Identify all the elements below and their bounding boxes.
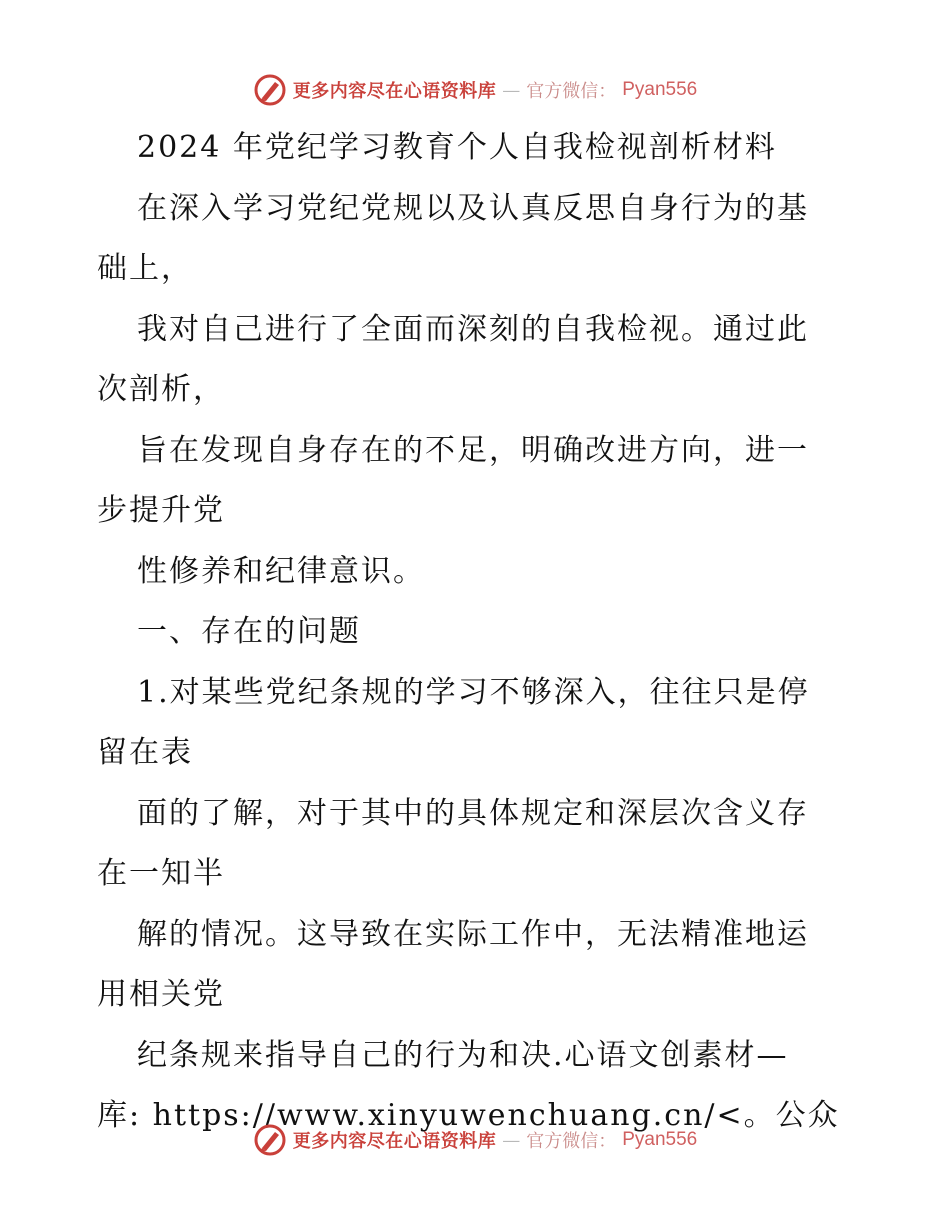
text-line: 次剖析，: [97, 372, 225, 407]
document-title: 2024 年党纪学习教育个人自我检视剖析材料: [137, 130, 777, 165]
footer-banner-contact-id: Pyan556: [622, 1129, 698, 1150]
text-line: 我对自己进行了全面而深刻的自我检视。通过此: [137, 311, 809, 347]
text-line: 留在表: [97, 735, 193, 770]
text-line: 在深入学习党纪党规以及认真反思自身行为的基: [137, 190, 809, 226]
header-banner-text: 更多内容尽在心语资料库: [292, 81, 497, 102]
header-banner-separator: —: [502, 79, 521, 101]
header-banner-contact-label: 官方微信：: [526, 81, 617, 102]
footer-banner-contact-label: 官方微信：: [526, 1131, 617, 1152]
pen-logo-icon: [253, 73, 287, 107]
footer-banner-text: 更多内容尽在心语资料库: [292, 1131, 497, 1152]
footer-banner-separator: —: [502, 1129, 521, 1151]
text-line: 解的情况。这导致在实际工作中，无法精准地运: [137, 916, 809, 952]
text-line: 步提升党: [97, 493, 225, 528]
text-line: 用相关党: [97, 977, 225, 1012]
text-line: 础上，: [97, 251, 193, 286]
text-line: 面的了解，对于其中的具体规定和深层次含义存: [137, 795, 809, 831]
document-body: [97, 118, 867, 1147]
pen-logo-icon: [253, 1123, 287, 1157]
text-line: 1.对某些党纪条规的学习不够深入，往往只是停: [137, 674, 810, 710]
header-banner-contact-id: Pyan556: [622, 79, 698, 100]
header-banner: [0, 68, 950, 112]
text-line: 库: https://www.xinyuwenchuang.cn/<。公众: [97, 1098, 840, 1133]
text-line: 性修养和纪律意识。: [137, 553, 425, 589]
text-line: 旨在发现自身存在的不足，明确改进方向，进一: [137, 432, 809, 468]
footer-banner: [0, 1118, 950, 1162]
section-heading: 一、存在的问题: [137, 614, 361, 649]
text-line: 在一知半: [97, 856, 225, 891]
text-line: 纪条规来指导自己的行为和决.心语文创素材—: [137, 1037, 789, 1073]
